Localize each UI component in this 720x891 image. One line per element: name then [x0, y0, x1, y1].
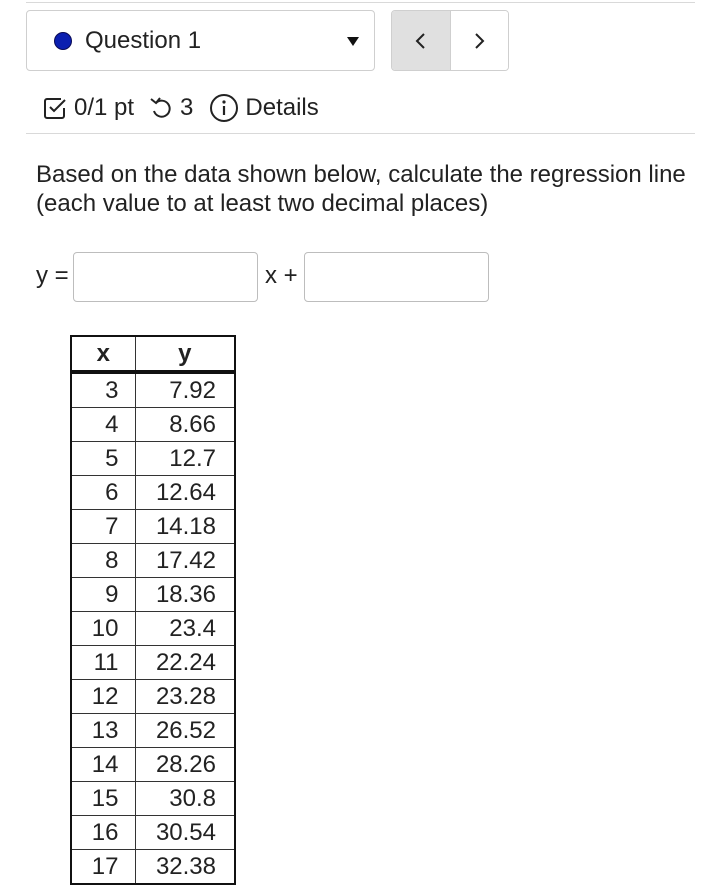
- y-value-cell: 17.42: [135, 544, 235, 578]
- slope-input[interactable]: [73, 252, 258, 302]
- question-status-dot: [54, 32, 72, 50]
- chevron-right-icon: [472, 31, 486, 51]
- score-text: 0/1 pt: [74, 94, 135, 121]
- x-value-cell: 3: [71, 372, 135, 408]
- table-row: [71, 544, 235, 578]
- table-header-row: [71, 336, 235, 372]
- x-value-cell: 7: [71, 510, 135, 544]
- y-value-cell: 12.64: [135, 476, 235, 510]
- table-row: [71, 646, 235, 680]
- x-value-cell: 5: [71, 442, 135, 476]
- x-value-cell: 10: [71, 612, 135, 646]
- table-row: [71, 476, 235, 510]
- question-meta: [42, 90, 319, 126]
- y-value-cell: 32.38: [135, 850, 235, 885]
- question-selector[interactable]: [26, 10, 375, 71]
- table-row: [71, 816, 235, 850]
- x-value-cell: 6: [71, 476, 135, 510]
- question-prompt: Based on the data shown below, calculate the regression line (each value to at least two decimal places): [36, 161, 686, 217]
- x-value-cell: 12: [71, 680, 135, 714]
- intercept-input[interactable]: [304, 252, 489, 302]
- x-value-cell: 8: [71, 544, 135, 578]
- table-row: [71, 748, 235, 782]
- y-value-cell: 18.36: [135, 578, 235, 612]
- table-row: [71, 714, 235, 748]
- data-table: [70, 335, 236, 885]
- caret-down-icon: [347, 37, 359, 46]
- y-value-cell: 14.18: [135, 510, 235, 544]
- x-value-cell: 11: [71, 646, 135, 680]
- header-divider: [26, 133, 695, 134]
- x-value-cell: 4: [71, 408, 135, 442]
- y-value-cell: 12.7: [135, 442, 235, 476]
- y-value-cell: 7.92: [135, 372, 235, 408]
- y-value-cell: 30.8: [135, 782, 235, 816]
- y-equals-label: y =: [36, 262, 69, 289]
- table-row: [71, 850, 235, 885]
- table-row: [71, 612, 235, 646]
- x-value-cell: 13: [71, 714, 135, 748]
- top-divider: [26, 2, 695, 3]
- y-column-header: y: [135, 336, 235, 372]
- attempts-count: 3: [180, 94, 194, 121]
- previous-question-button[interactable]: [392, 11, 451, 70]
- y-value-cell: 23.28: [135, 680, 235, 714]
- x-value-cell: 15: [71, 782, 135, 816]
- details-label: Details: [245, 94, 319, 121]
- details-button[interactable]: [209, 93, 318, 123]
- x-value-cell: 14: [71, 748, 135, 782]
- x-value-cell: 16: [71, 816, 135, 850]
- y-value-cell: 30.54: [135, 816, 235, 850]
- y-value-cell: 28.26: [135, 748, 235, 782]
- y-value-cell: 23.4: [135, 612, 235, 646]
- x-column-header: x: [71, 336, 135, 372]
- y-value-cell: 8.66: [135, 408, 235, 442]
- table-row: [71, 442, 235, 476]
- table-row: [71, 408, 235, 442]
- x-value-cell: 9: [71, 578, 135, 612]
- x-plus-label: x +: [265, 262, 298, 289]
- chevron-left-icon: [414, 31, 428, 51]
- table-row: [71, 372, 235, 408]
- table-row: [71, 510, 235, 544]
- table-row: [71, 578, 235, 612]
- table-row: [71, 782, 235, 816]
- retry-icon: [148, 95, 174, 121]
- score-checkbox-icon: [42, 95, 68, 121]
- question-nav: [391, 10, 509, 71]
- x-value-cell: 17: [71, 850, 135, 885]
- table-row: [71, 680, 235, 714]
- next-question-button[interactable]: [451, 11, 509, 70]
- y-value-cell: 22.24: [135, 646, 235, 680]
- info-icon: [209, 93, 239, 123]
- question-label: Question 1: [85, 27, 202, 54]
- y-value-cell: 26.52: [135, 714, 235, 748]
